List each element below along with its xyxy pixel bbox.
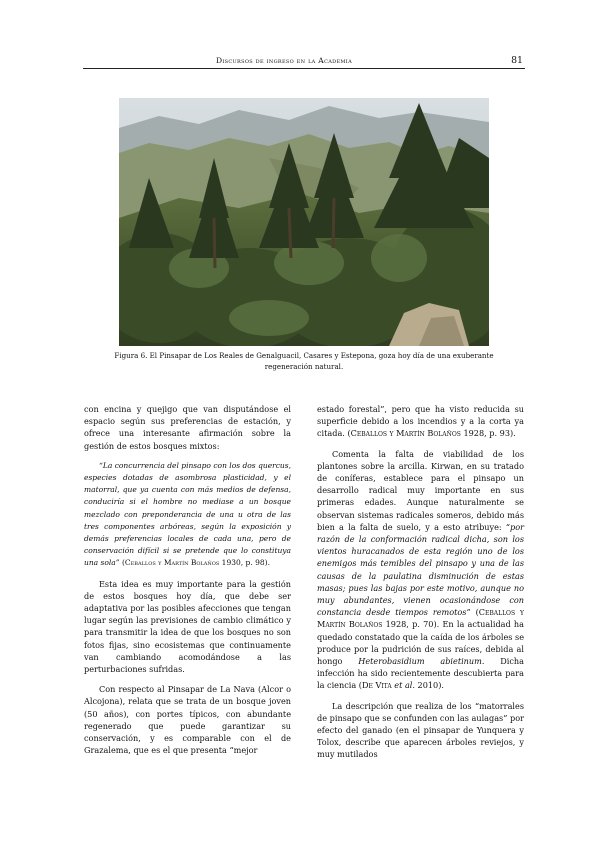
left-quote-authors: Ceballos y Martín Bolaños [124, 558, 220, 568]
left-paragraph-4: Con respecto al Pinsapar de La Nava (Alcor o Alcojona), relata que se trata de un bosque joven (50 años), con portes típicos, con abundante regenerado que puede garantizar su conservación, y es comparable con el de Grazalema, que es el que presenta “mejor [84, 684, 291, 756]
caption-line-2: regeneración natural. [264, 361, 344, 371]
figure-caption [98, 351, 510, 372]
page-number: 81 [511, 55, 523, 66]
left-quote: “La concurrencia del pinsapo con los dos quercus, especies dotadas de asombrosa plasticidad, y el matorral, que ya cuenta con más medios de defensa, conduciría si el hombre no mediase a un bosque mezclado con preponderancia de una u otra de las tres componentes arbóreas, según la exposición y demás preferencias locales de cada una, pero de conservación difícil si se pretende que lo constituya una sola” [84, 460, 291, 568]
left-quote-paragraph: “La concurrencia del pinsapo con los dos quercus, especies dotadas de asombrosa plasticidad, y el matorral, que ya cuenta con más medios de defensa, conduciría si el hombre no mediase a un bosque mezclado con preponderancia de una u otra de las tres componentes arbóreas, según la exposición y demás preferencias locales de cada una, pero de conservación difícil si se pretende que lo constituya una sola” (Ceballos y Martín Bolaños 1930, p. 98). [84, 460, 291, 568]
running-head [83, 56, 525, 69]
right-quote-authors: Ceballos y Martín Bolaños [317, 607, 524, 630]
left-paragraph-1: con encina y quejigo que van disputándose el espacio según sus preferencias de estación, y ofrece una interesante afirmación sobre la gestión de estos bosques mixtos: [84, 404, 291, 451]
right-column [317, 403, 524, 769]
right-p1-authors: Ceballos y Martín Bolaños [350, 428, 461, 439]
caption-line-1: Figura 6. El Pinsapar de Los Reales de Genalguacil, Casares y Estepona, goza hoy día de una exuberante [114, 351, 494, 360]
figure-photo-pinsapar [119, 98, 489, 346]
right-paragraph-1: estado forestal”, pero que ha visto reducida su superficie debido a los incendios y a la corta ya citada. (Ceballos y Martín Bolaños 1928, p. 93). [317, 404, 524, 439]
right-paragraph-3: La descripción que realiza de los “matorrales de pinsapo que se confunden con las aulagas” por efecto del ganado (en el pinsapar de Yunquera y Tolox, describe que aparecen árboles reviejos, y muy mutilados [317, 700, 524, 760]
left-paragraph-3: Esta idea es muy importante para la gestión de estos bosques hoy día, que debe ser adaptativa por las posibles afecciones que tengan lugar según las previsiones de cambio climático y para transmitir la idea de que los bosques no son fotos fijas, sino ecosistemas que continuamente van cambiando acomodándose a las perturbaciones sufridas. [84, 578, 291, 675]
right-quote: “por razón de la conformación radical dicha, son los vientos huracanados de esta región uno de los enemigos más temibles del pinsapo y una de las causas de la paulatina disminución de estas masas; pues las bajas por este motivo, aunque no muy abundantes, vienen ocasionándose con constancia desde tiempos remotos” [317, 521, 524, 618]
species-name: Heterobasidium abietinum. [358, 656, 485, 667]
right-paragraph-2: Comenta la falta de viabilidad de los plantones sobre la arcilla. Kirwan, en su tratado de coníferas, establece para el pinsapo un desarrollo radical muy importante en sus primeras edades. Aunque naturalmente se observan sistemas radicales someros, debido más bien a la falta de suelo, y a esto atribuye: “por razón de la conformación radical dicha, son los vientos huracanados de esta región uno de los enemigos más temibles del pinsapo y una de las causas de la paulatina disminución de estas masas; pues las bajas por este motivo, aunque no muy abundantes, vienen ocasionándose con constancia desde tiempos remotos” (Ceballos y Martín Bolaños 1928, p. 70). En la actualidad ha quedado constatado que la caída de los árboles se produce por la pudrición de sus raíces, debida al hongo Heterobasidium abietinum. Dicha infección ha sido recientemente descubierta para la ciencia (De Vita et al. 2010). [317, 448, 524, 691]
left-column [84, 403, 291, 764]
right-ref-authors-2: De Vita [361, 680, 392, 691]
running-title: Discursos de ingreso en la Academia [216, 56, 352, 65]
